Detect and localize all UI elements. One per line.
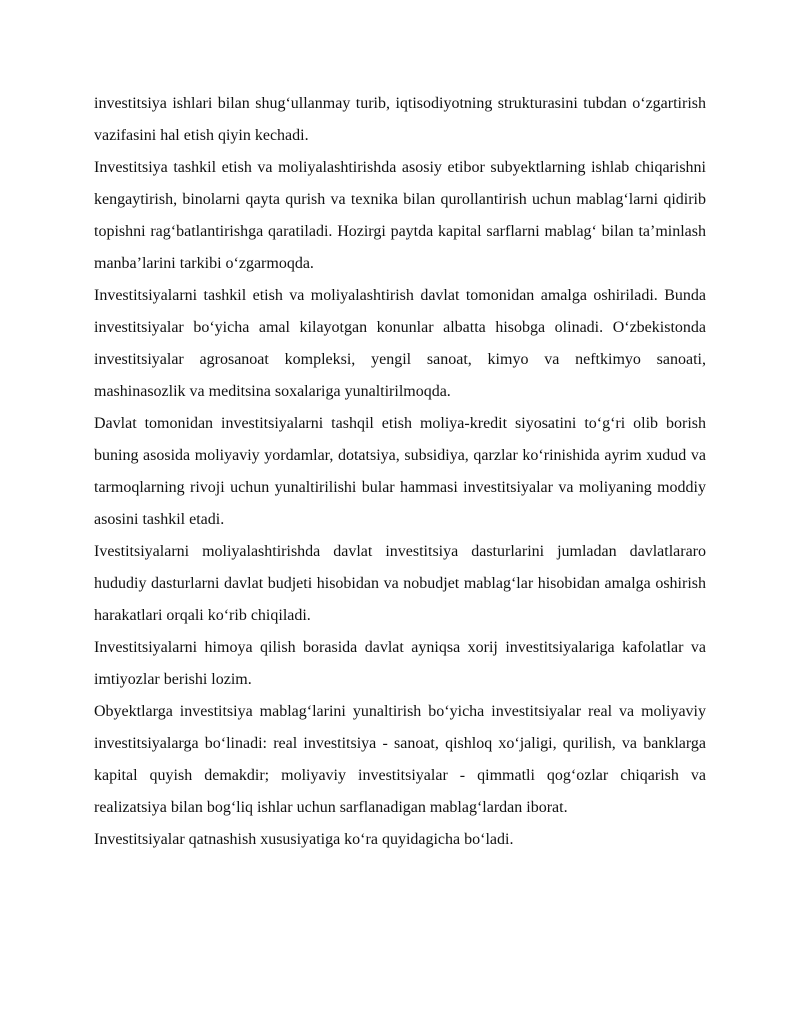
paragraph-participation-types: Investitsiyalar qatnashish xususiyatiga ko‘ra quyidagicha bo‘ladi. (94, 831, 514, 848)
paragraph-investment-organization: Investitsiya tashkil etish va moliyalashtirishda asosiy etibor subyektlarning ishlab chiqarishni kengaytirish, binolarni qayta qurish va texnika bilan qurollantirish uchun mablag‘larni qidirib topishni rag‘batlantirishga qaratiladi. Hozirgi paytda kapital sarflarni mablag‘ bilan ta’minlash manba’larini tarkibi o‘zgarmoqda. (94, 159, 706, 272)
document-page (94, 88, 706, 856)
paragraph-state-financing: Investitsiyalarni tashkil etish va moliyalashtirish davlat tomonidan amalga oshiriladi. Bunda investitsiyalar bo‘yicha amal kilayotgan konunlar albatta hisobga olinadi. O‘zbekistonda investitsiyalar agrosanoat kompleksi, yengil sanoat, kimyo va neftkimyo sanoati, mashinasozlik va meditsina soxalariga yunaltirilmoqda. (94, 287, 706, 400)
paragraph-real-financial-investments: Obyektlarga investitsiya mablag‘larini yunaltirish bo‘yicha investitsiyalar real va moliyaviy investitsiyalarga bo‘linadi: real investitsiya - sanoat, qishloq xo‘jaligi, qurilish, va banklarga kapital quyish demakdir; moliyaviy investitsiyalar - qimmatli qog‘ozlar chiqarish va realizatsiya bilan bog‘liq ishlar uchun sarflanadigan mablag‘lardan iborat. (94, 703, 706, 816)
paragraph-continuation: investitsiya ishlari bilan shug‘ullanmay turib, iqtisodiyotning strukturasini tubdan o‘zgartirish vazifasini hal etish qiyin kechadi. (94, 95, 706, 144)
paragraph-investment-protection: Investitsiyalarni himoya qilish borasida davlat ayniqsa xorij investitsiyalariga kafolatlar va imtiyozlar berishi lozim. (94, 639, 706, 688)
paragraph-investment-programs: Ivestitsiyalarni moliyalashtirishda davlat investitsiya dasturlarini jumladan davlatlararo hududiy dasturlarni davlat budjeti hisobidan va nobudjet mablag‘lar hisobidan amalga oshirish harakatlari orqali ko‘rib chiqiladi. (94, 543, 706, 624)
paragraph-credit-policy: Davlat tomonidan investitsiyalarni tashqil etish moliya-kredit siyosatini to‘g‘ri olib borish buning asosida moliyaviy yordamlar, dotatsiya, subsidiya, qarzlar ko‘rinishida ayrim xudud va tarmoqlarning rivoji uchun yunaltirilishi bular hammasi investitsiyalar va moliyaning moddiy asosini tashkil etadi. (94, 415, 706, 528)
